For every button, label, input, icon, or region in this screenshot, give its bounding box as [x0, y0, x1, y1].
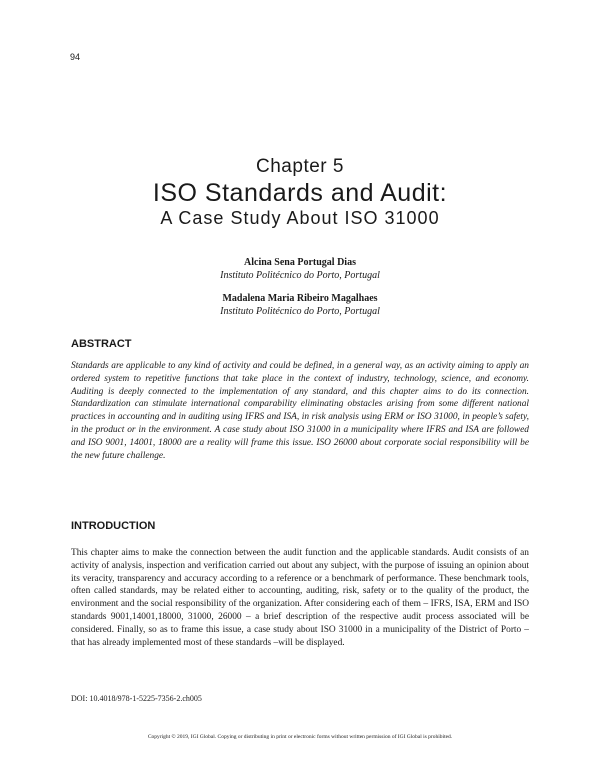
author-affiliation-1: Instituto Politécnico do Porto, Portugal [220, 270, 380, 281]
chapter-subtitle: A Case Study About ISO 31000 [160, 208, 440, 228]
page-number: 94 [70, 52, 81, 62]
introduction-text: This chapter aims to make the connection between the audit function and the applicable standards. Audit consists of an activity of analysis, inspection and verification carried out about any subject, with the purpose of issuing an opinion about its veracity, transparency and accuracy according to a reference or a benchmark of performance. These benchmark tools, often called standards, may be related either to accounting, auditing, risk, safety or to the quality of the product, the environment and the social responsibility of the organization. After considering each of them – IFRS, ISA, ERM and ISO standards 9001,14001,18000, 31000, 26000 – a brief description of the respective audit process associated will be considered. Finally, so as to frame this issue, a case study about ISO 31000 in a municipality of the District of Porto – that has already implemented most of these standards –will be displayed. [71, 548, 529, 648]
abstract-heading: ABSTRACT [71, 338, 132, 350]
doi: DOI: 10.4018/978-1-5225-7356-2.ch005 [71, 694, 202, 703]
chapter-title: ISO Standards and Audit: [152, 179, 448, 207]
author-name-2: Madalena Maria Ribeiro Magalhaes [222, 293, 378, 304]
author-name-1: Alcina Sena Portugal Dias [244, 257, 356, 268]
copyright-notice: Copyright © 2019, IGI Global. Copying or distributing in print or electronic forms without written permission of IGI Global is prohibited. [147, 734, 453, 740]
introduction-heading: INTRODUCTION [71, 520, 156, 532]
author-affiliation-2: Instituto Politécnico do Porto, Portugal [220, 306, 380, 317]
chapter-label: Chapter 5 [256, 156, 344, 177]
abstract-text: Standards are applicable to any kind of activity and could be defined, in a general way, as an activity aiming to apply an ordered system to repetitive functions that take place in the context of industry, technology, science, and economy. Auditing is deeply connected to the implementation of any standard, and this chapter aims to do its connection. Standardization can stimulate international comparability eliminating obstacles arising from some different national practices in accounting and in auditing using IFRS and ISA, in risk analysis using ERM or ISO 31000, in people’s safety, in the product or in the environment. A case study about ISO 31000 in a municipality where IFRS and ISA are followed and ISO 9001, 14001, 18000 are a reality will frame this issue. ISO 26000 about corporate social responsibility will be the new future challenge. [71, 361, 529, 461]
